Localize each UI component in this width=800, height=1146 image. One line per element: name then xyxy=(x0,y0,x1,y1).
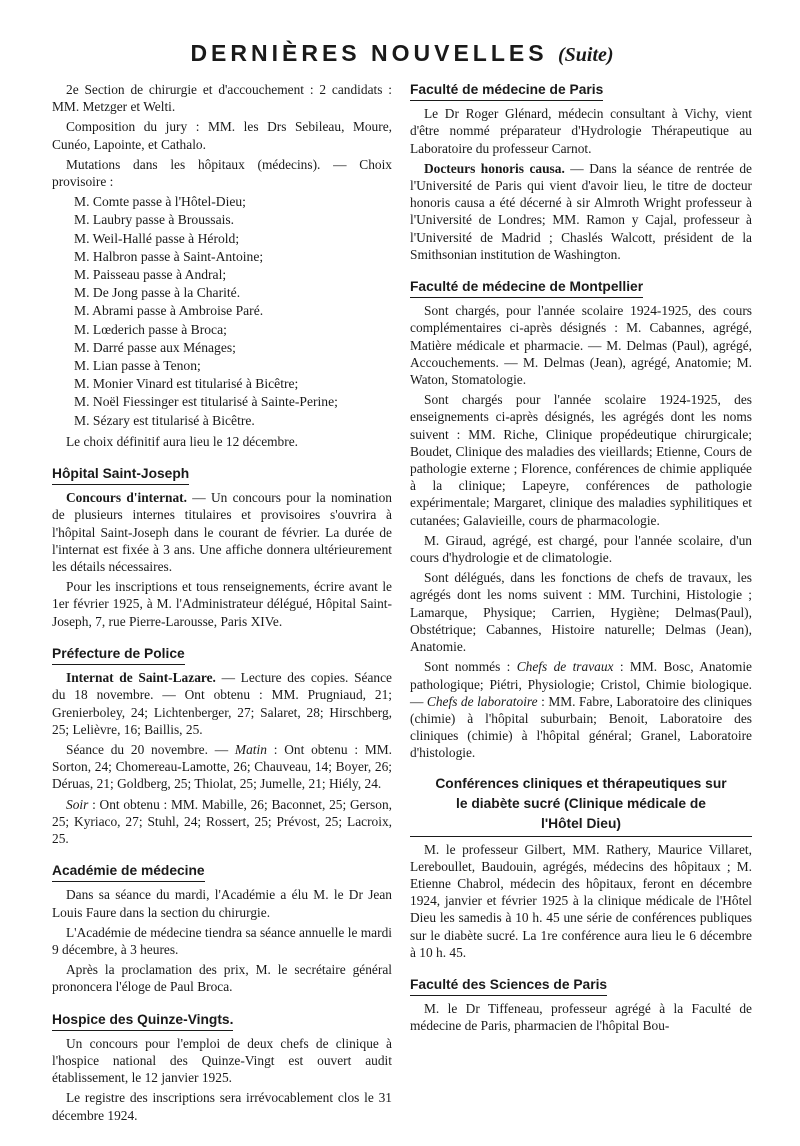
page-title xyxy=(52,40,752,67)
academie-para-3: Après la proclamation des prix, M. le secrétaire général prononcera l'éloge de Paul Broca. xyxy=(52,962,392,995)
page-title-main: DERNIÈRES NOUVELLES xyxy=(190,40,548,66)
joseph-concours-para xyxy=(52,489,392,575)
section-heading-quinze-vingts: Hospice des Quinze-Vingts. xyxy=(52,1011,233,1031)
list-item: M. Paisseau passe à Andral; xyxy=(74,267,227,283)
run-text: : MM. Bosc, Anatomie pathologique; Piétri, Physiologie; Cristol, Chimie biologique. — xyxy=(410,659,752,709)
academie-para-1: Dans sa séance du mardi, l'Académie a élu M. le Dr Jean Louis Faure dans la section du chirurgie. xyxy=(52,887,392,920)
list-item: M. Comte passe à l'Hôtel-Dieu; xyxy=(74,194,246,210)
montpellier-para-3: M. Giraud, agrégé, est chargé, pour l'année scolaire, d'un cours d'hydrologie et de climatologie. xyxy=(410,532,752,566)
run-text: — Lecture des copies. Séance du 18 novembre. — Ont obtenu : MM. Prugniaud, 21; Grenierboley, 24; Lichtenberger, 27; Salaret, 28; Hirschberg, 25; Lelièvre, 16; Baillis, 25. xyxy=(52,670,392,737)
paris-honoris-para xyxy=(410,160,752,263)
mutations-intro: Mutations dans les hôpitaux (médecins). — Choix provisoire : xyxy=(52,156,392,190)
run-lead: Docteurs honoris causa. xyxy=(424,160,565,176)
run-text: Séance du 20 novembre. — xyxy=(66,741,235,757)
montpellier-para-2: Sont chargés pour l'année scolaire 1924-1925, des enseignements ci-après désignés, les agrégés dont les noms suivent : MM. Riche, Clinique propédeutique chirurgicale; Boudet, Clinique des maladies des vieillards; Etienne, Cours de pathologie externe ; Florence, conférences de chimie appliquée à la clinique; Lapeyre, conférences de pathologie expérimentale; Margaret, clinique des maladies syphilitiques et cutanées; Galavieille, cours de pharmacologie. xyxy=(410,392,752,528)
list-item: M. Abrami passe à Ambroise Paré. xyxy=(74,303,264,319)
list-item: M. Darré passe aux Ménages; xyxy=(74,339,236,355)
heading-line: l'Hôtel Dieu) xyxy=(541,815,621,831)
list-item: M. Lœderich passe à Broca; xyxy=(74,321,227,337)
run-text: — Dans la séance de rentrée de l'Université de Paris qui vient d'avoir lieu, le titre de docteur honoris causa a été décerné à sir Almroth Wright professeur à l'Université de Londres; MM. Ramon y Cajal, professeur à l'Université de Madrid ; Chaslés Walcott, président de la Smithsonian institution de Washington. xyxy=(410,160,752,262)
quinze-para-1: Un concours pour l'emploi de deux chefs de clinique à l'hospice national des Quinze-Vingt est ouvert audit établissement, le 12 janvier 1925. xyxy=(52,1035,392,1086)
run-lead: Concours d'internat. xyxy=(66,490,187,506)
jury-para: Composition du jury : MM. les Drs Sebileau, Moure, Cunéo, Lapointe, et Cathalo. xyxy=(52,119,392,152)
heading-line: le diabète sucré (Clinique médicale de xyxy=(456,795,706,811)
section-chirurgie-para: 2e Section de chirurgie et d'accouchement : 2 candidats : MM. Metzger et Welti. xyxy=(52,82,392,115)
section-heading-conferences-diabete xyxy=(410,774,752,837)
academie-para-2: L'Académie de médecine tiendra sa séance annuelle le mardi 9 décembre, à 3 heures. xyxy=(52,924,392,957)
mutations-list xyxy=(52,193,392,430)
section-heading-faculte-paris: Faculté de médecine de Paris xyxy=(410,81,603,101)
police-soir-para xyxy=(52,796,392,848)
police-matin-para xyxy=(52,741,392,793)
montpellier-para-4: Sont délégués, dans les fonctions de chefs de travaux, les agrégés dont les noms suivent : MM. Turchini, Histologie ; Lamarque, Physique; Carrien, Hygiène; Delmas(Paul), Obstétrique; Cabannes, Histoire naturelle; Delmas (Jean), Anatomie. xyxy=(410,570,752,655)
police-internat-para xyxy=(52,669,392,738)
left-column xyxy=(52,81,392,1127)
list-item: M. De Jong passe à la Charité. xyxy=(74,285,241,301)
page-title-suite: (Suite) xyxy=(557,44,614,66)
conferences-para: M. le professeur Gilbert, MM. Rathery, Maurice Villaret, Lereboullet, Baudouin, agrégés, médecins des hôpitaux ; M. Etienne Chabrol, médecin des hôpitaux, feront en décembre 1924, janvier et février 1925 à la clinique médicale de l'Hôtel Dieu les samedis à 10 h. 45 une série de conférences publiques sur le diabète sucré. La 1re conférence aura lieu le 6 décembre à 10 h. 45. xyxy=(410,841,752,960)
section-heading-hopital-saint-joseph: Hôpital Saint-Joseph xyxy=(52,465,189,485)
run-italic: Chefs de laboratoire xyxy=(426,693,538,709)
list-item: M. Sézary est titularisé à Bicêtre. xyxy=(74,412,255,428)
run-text: : Ont obtenu : MM. Mabille, 26; Baconnet, 25; Gerson, 25; Kyriaco, 27; Stuhl, 24; Rossert, 25; Prévost, 25; Lacroix, 25. xyxy=(52,796,392,846)
heading-line: Conférences cliniques et thérapeutiques sur xyxy=(435,775,727,791)
choix-definitif-para: Le choix définitif aura lieu le 12 décembre. xyxy=(66,433,299,449)
section-heading-prefecture-police: Préfecture de Police xyxy=(52,645,185,665)
columns xyxy=(52,81,752,1127)
list-item: M. Halbron passe à Saint-Antoine; xyxy=(74,248,264,264)
run-italic: Chefs de travaux xyxy=(516,659,614,675)
run-lead: Internat de Saint-Lazare. xyxy=(66,670,216,686)
sciences-para: M. le Dr Tiffeneau, professeur agrégé à la Faculté de médecine de Paris, pharmacien de l'hôpital Bou- xyxy=(410,1001,752,1034)
list-item: M. Monier Vinard est titularisé à Bicêtre; xyxy=(74,376,299,392)
right-column xyxy=(410,81,752,1127)
run-italic: Soir xyxy=(66,796,89,812)
run-text: : MM. Fabre, Laboratoire des cliniques (chimie) à l'hôpital suburbain; Benoit, Laboratoire des cliniques (chimie) à l'hôpital général; Granel, Laboratoire d'histologie. xyxy=(410,693,752,761)
section-heading-faculte-sciences: Faculté des Sciences de Paris xyxy=(410,976,607,996)
run-text: — Un concours pour la nomination de plusieurs internes titulaires et provisoires s'ouvrira à l'hôpital Saint-Joseph dans le courant de février. La durée de l'internat est fixée à 3 ans. Une affiche donnera ultérieurement les détails nécessaires. xyxy=(52,490,392,575)
section-heading-academie-medecine: Académie de médecine xyxy=(52,862,205,882)
run-text: : Ont obtenu : MM. Sorton, 24; Chomereau-Lamotte, 26; Chauveau, 14; Boyer, 26; Déruas, 21; Goldberg, 25; Thiolat, 25; Jumelle, 21; Hiély, 24. xyxy=(52,741,392,792)
quinze-para-2: Le registre des inscriptions sera irrévocablement clos le 31 décembre 1924. xyxy=(52,1090,392,1123)
joseph-inscriptions-para: Pour les inscriptions et tous renseignements, écrire avant le 1er février 1925, à M. l'Administrateur délégué, Hôpital Saint-Joseph, 7, rue Pierre-Larousse, Paris XIVe. xyxy=(52,579,392,629)
list-item: M. Weil-Hallé passe à Hérold; xyxy=(74,230,240,246)
run-text: Sont nommés : xyxy=(424,659,517,675)
montpellier-para-1: Sont chargés, pour l'année scolaire 1924-1925, des cours complémentaires ci-après désignés : M. Cabannes, agrégé, Matière médicale et pharmacie. — M. Delmas (Paul), agrégé, Accouchements. — M. Delmas (Jean), agrégé, Anatomie; M. Waton, Stomatologie. xyxy=(410,303,752,388)
list-item: M. Noël Fiessinger est titularisé à Sainte-Perine; xyxy=(74,394,338,410)
list-item: M. Lian passe à Tenon; xyxy=(74,358,201,374)
paris-para-1: Le Dr Roger Glénard, médecin consultant à Vichy, vient d'être nommé préparateur d'Hydrologie Thérapeutique au Laboratoire du professeur Carnot. xyxy=(410,106,752,156)
list-item: M. Laubry passe à Broussais. xyxy=(74,212,235,228)
section-heading-faculte-montpellier: Faculté de médecine de Montpellier xyxy=(410,278,643,298)
run-italic: Matin xyxy=(234,741,267,757)
montpellier-para-5 xyxy=(410,658,752,761)
